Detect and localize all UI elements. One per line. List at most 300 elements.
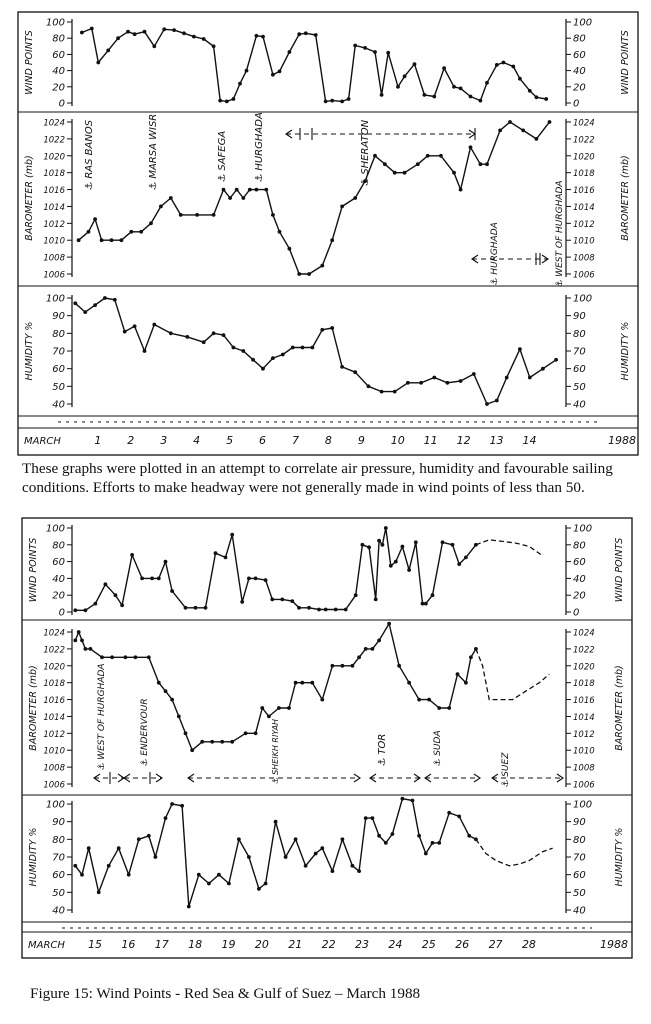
y-tick-label-left: 80 [52, 33, 65, 45]
data-point [214, 551, 218, 555]
data-point [150, 577, 154, 581]
data-point [401, 545, 405, 549]
data-point [446, 381, 450, 385]
data-point [147, 655, 151, 659]
x-tick-label: 2 [127, 434, 135, 447]
data-point [330, 238, 334, 242]
data-point [424, 852, 428, 856]
data-point [347, 97, 351, 101]
data-point [202, 37, 206, 41]
y-tick-label-right: 1014 [573, 202, 595, 213]
data-point [235, 188, 239, 192]
data-point [297, 272, 301, 276]
data-point [361, 543, 365, 547]
data-point [124, 655, 128, 659]
annotation-label: ⚓ ENDERVOUR [140, 698, 150, 766]
y-tick-label-left: 40 [52, 573, 65, 585]
data-point [431, 841, 435, 845]
data-point [113, 298, 117, 302]
data-point [281, 353, 285, 357]
data-point [200, 740, 204, 744]
data-point [172, 28, 176, 32]
data-point [383, 162, 387, 166]
x-tick-label: 22 [321, 938, 336, 951]
data-point [288, 247, 292, 251]
data-point [187, 905, 191, 909]
data-point [83, 310, 87, 314]
data-point [330, 99, 334, 103]
data-point [300, 681, 304, 685]
data-point [304, 31, 308, 35]
data-point [441, 540, 445, 544]
data-point [278, 70, 282, 74]
data-point [528, 89, 532, 93]
data-point [240, 600, 244, 604]
data-point [324, 608, 328, 612]
data-point [297, 606, 301, 610]
data-point [403, 171, 407, 175]
data-point [197, 873, 201, 877]
x-axis-title: MARCH [24, 436, 61, 447]
y-tick-label-left: 40 [52, 399, 65, 411]
y-tick-label-left: 80 [52, 328, 65, 340]
data-point [274, 820, 278, 824]
data-point [314, 852, 318, 856]
x-tick-label: 18 [188, 938, 203, 951]
data-point [93, 217, 97, 221]
data-point [447, 811, 451, 815]
x-tick-label: 20 [254, 938, 269, 951]
data-point [218, 99, 222, 103]
data-point [464, 681, 468, 685]
data-point [164, 816, 168, 820]
data-point [413, 62, 417, 66]
data-point [380, 390, 384, 394]
data-point [307, 272, 311, 276]
y-tick-label-left: 50 [52, 887, 65, 899]
x-tick-label: 26 [455, 938, 470, 951]
data-point [467, 834, 471, 838]
y-tick-label-left: 1012 [43, 729, 65, 740]
data-point [207, 882, 211, 886]
series-line-wind [75, 528, 476, 610]
data-point [416, 162, 420, 166]
data-point [264, 188, 268, 192]
x-tick-label: 28 [521, 938, 536, 951]
data-point [94, 602, 98, 606]
y-tick-label-right: 80 [573, 328, 586, 340]
data-point [340, 100, 344, 104]
data-point [485, 81, 489, 85]
data-point [284, 855, 288, 859]
y-tick-label-left: 60 [52, 557, 65, 569]
x-tick-label: 15 [88, 938, 103, 951]
data-point [238, 82, 242, 86]
data-point [133, 32, 137, 36]
data-point [96, 61, 100, 65]
panel-wind [24, 18, 631, 110]
x-tick-label: 1 [94, 434, 102, 447]
data-point [222, 188, 226, 192]
data-point [169, 196, 173, 200]
x-tick-label: 5 [226, 434, 234, 447]
y-tick-label-left: 1018 [43, 679, 65, 690]
top-chart [18, 12, 638, 455]
x-tick-label: 17 [154, 938, 169, 951]
data-point [247, 855, 251, 859]
data-point [87, 846, 91, 850]
y-tick-label-right: 20 [573, 82, 586, 94]
data-point [393, 390, 397, 394]
data-point [182, 31, 186, 35]
data-point [73, 639, 77, 643]
data-point [152, 323, 156, 327]
y-tick-label-left: 1018 [43, 169, 65, 180]
data-point [432, 95, 436, 99]
data-point [479, 162, 483, 166]
y-tick-label-left: 20 [52, 590, 65, 602]
annotation-label: ⚓ WEST OF HURGHADA [555, 180, 565, 287]
data-point [261, 367, 265, 371]
data-point [528, 376, 532, 380]
data-point [456, 672, 460, 676]
data-point [149, 221, 153, 225]
annotation-label: ⚓ MARSA WISR [148, 113, 159, 190]
x-tick-label: 16 [121, 938, 136, 951]
y-tick-label-right: 40 [573, 573, 586, 585]
data-point [210, 740, 214, 744]
data-point [469, 145, 473, 149]
data-point [511, 65, 515, 69]
data-point [353, 44, 357, 48]
data-point [162, 27, 166, 31]
annotation-label: ⚓ HURGHADA [490, 222, 500, 285]
data-point [541, 367, 545, 371]
data-point [77, 238, 81, 242]
data-point [437, 706, 441, 710]
annotation-label: ⚓ TOR [377, 733, 388, 766]
y-tick-label-left: 0 [58, 98, 65, 110]
y-tick-label-right: 20 [573, 590, 586, 602]
data-point [406, 381, 410, 385]
data-point [254, 731, 258, 735]
data-point [386, 51, 390, 55]
data-point [451, 543, 455, 547]
data-point [271, 356, 275, 360]
data-point [230, 533, 234, 537]
y-axis-title-right: HUMIDITY % [614, 827, 625, 887]
x-tick-label: 21 [288, 938, 303, 951]
y-tick-label-right: 0 [573, 98, 580, 110]
data-point [277, 706, 281, 710]
y-tick-label-right: 1022 [573, 135, 595, 146]
data-point [384, 841, 388, 845]
data-point [190, 748, 194, 752]
annotation-label: ⚓ SAFEGA [217, 130, 228, 182]
data-point [192, 35, 196, 39]
data-point [103, 296, 107, 300]
data-point [140, 577, 144, 581]
y-tick-label-right: 100 [573, 17, 593, 29]
data-point [314, 33, 318, 37]
data-point [459, 87, 463, 91]
data-point [154, 855, 158, 859]
data-point [89, 647, 93, 651]
y-tick-label-left: 1006 [43, 270, 65, 281]
y-tick-label-right: 1018 [573, 169, 595, 180]
data-point [320, 698, 324, 702]
annotation-label: ⚓ SUDA [433, 730, 443, 766]
y-tick-label-right: 1018 [573, 679, 595, 690]
data-point [212, 213, 216, 217]
x-tick-label: 11 [423, 434, 438, 447]
y-tick-label-right: 60 [573, 557, 586, 569]
y-axis-title-left: HUMIDITY % [28, 827, 39, 887]
data-point [423, 93, 427, 97]
data-point [307, 606, 311, 610]
data-point [357, 869, 361, 873]
data-point [354, 593, 358, 597]
data-point [80, 873, 84, 877]
data-point [377, 639, 381, 643]
y-tick-label-left: 100 [45, 17, 65, 29]
y-tick-label-left: 60 [52, 870, 65, 882]
x-tick-label: 19 [221, 938, 236, 951]
data-point [170, 698, 174, 702]
data-point [278, 230, 282, 234]
data-point [170, 802, 174, 806]
y-axis-title-right: WIND POINTS [620, 30, 631, 95]
y-tick-label-right: 1006 [573, 780, 595, 791]
figure-caption: Figure 15: Wind Points - Red Sea & Gulf of Suez – March 1988 [30, 985, 421, 1002]
x-tick-label: 6 [259, 434, 267, 447]
data-point [311, 346, 315, 350]
series-line-wind [82, 29, 546, 102]
data-point [417, 698, 421, 702]
y-tick-label-left: 90 [52, 311, 65, 323]
data-point [73, 608, 77, 612]
year-label: 1988 [600, 938, 628, 951]
y-tick-label-right: 1020 [573, 152, 595, 163]
data-point [291, 346, 295, 350]
data-point [340, 205, 344, 209]
data-point [367, 545, 371, 549]
data-point [254, 577, 258, 581]
year-label: 1988 [608, 434, 636, 447]
data-point [251, 358, 255, 362]
y-tick-label-right: 1008 [573, 763, 595, 774]
panel-wind [28, 524, 625, 619]
y-tick-label-left: 1016 [43, 696, 65, 707]
data-point [93, 303, 97, 307]
data-point [407, 681, 411, 685]
y-tick-label-left: 100 [45, 293, 65, 305]
y-tick-label-right: 70 [573, 346, 586, 358]
data-point [432, 376, 436, 380]
x-tick-label: 25 [421, 938, 436, 951]
data-point [232, 346, 236, 350]
data-point [129, 230, 133, 234]
y-tick-label-left: 60 [52, 49, 65, 61]
data-point [143, 30, 147, 34]
data-point [84, 608, 88, 612]
y-tick-label-left: 1006 [43, 780, 65, 791]
data-point [270, 598, 274, 602]
data-point [498, 129, 502, 133]
data-point [364, 647, 368, 651]
data-point [411, 799, 415, 803]
data-point [222, 333, 226, 337]
data-point [123, 330, 127, 334]
bottom-chart [22, 518, 632, 958]
data-point [442, 66, 446, 70]
data-point [127, 873, 131, 877]
data-point [397, 664, 401, 668]
data-point [116, 36, 120, 40]
series-line-humidity [75, 799, 476, 907]
data-point [351, 864, 355, 868]
data-point [502, 61, 506, 65]
data-point [459, 188, 463, 192]
y-tick-label-right: 1022 [573, 645, 595, 656]
data-point [464, 556, 468, 560]
y-tick-label-right: 70 [573, 852, 586, 864]
y-tick-label-right: 1014 [573, 712, 595, 723]
y-tick-label-right: 60 [573, 364, 586, 376]
data-point [401, 797, 405, 801]
y-tick-label-right: 40 [573, 905, 586, 917]
data-point [264, 578, 268, 582]
data-point [241, 196, 245, 200]
data-point [212, 331, 216, 335]
data-point [331, 869, 335, 873]
y-axis-title-left: BAROMETER (mb) [24, 155, 35, 241]
data-point [194, 606, 198, 610]
data-point [87, 230, 91, 234]
y-tick-label-left: 1008 [43, 253, 65, 264]
data-point [267, 715, 271, 719]
data-point [217, 873, 221, 877]
annotation-label: ⚓ SUEZ [501, 752, 511, 787]
data-point [457, 815, 461, 819]
data-point [457, 562, 461, 566]
annotation-label: ⚓ RAS BANOS [84, 119, 95, 190]
data-point [126, 30, 130, 34]
data-point [391, 832, 395, 836]
y-tick-label-right: 1012 [573, 729, 595, 740]
data-point [147, 834, 151, 838]
data-point [117, 846, 121, 850]
data-point [130, 553, 134, 557]
y-axis-title-left: WIND POINTS [24, 30, 35, 95]
data-point [320, 264, 324, 268]
data-point [367, 384, 371, 388]
y-tick-label-left: 1022 [43, 135, 65, 146]
y-tick-label-left: 1010 [43, 746, 65, 757]
data-point [212, 44, 216, 48]
y-tick-label-right: 40 [573, 399, 586, 411]
data-point [393, 171, 397, 175]
data-point [414, 540, 418, 544]
data-point [271, 213, 275, 217]
y-tick-label-right: 60 [573, 49, 586, 61]
data-point [80, 31, 84, 35]
data-point [377, 834, 381, 838]
data-point [518, 347, 522, 351]
x-tick-label: 13 [489, 434, 504, 447]
data-point [90, 27, 94, 31]
y-tick-label-left: 1008 [43, 763, 65, 774]
data-point [394, 560, 398, 564]
data-point [535, 137, 539, 141]
series-dashed-barometer [476, 649, 549, 700]
y-axis-title-right: BAROMETER (mb) [620, 155, 631, 241]
data-point [431, 593, 435, 597]
data-point [137, 837, 141, 841]
data-point [290, 599, 294, 603]
x-tick-label: 7 [291, 434, 299, 447]
data-point [371, 816, 375, 820]
y-tick-label-right: 1020 [573, 662, 595, 673]
data-point [508, 120, 512, 124]
data-point [472, 372, 476, 376]
data-point [373, 50, 377, 54]
data-point [294, 681, 298, 685]
data-point [341, 664, 345, 668]
data-point [110, 238, 114, 242]
panel-humidity [24, 294, 631, 411]
data-point [73, 864, 77, 868]
data-point [143, 349, 147, 353]
data-point [554, 358, 558, 362]
data-point [479, 99, 483, 103]
y-tick-label-left: 1024 [43, 628, 65, 639]
data-point [164, 689, 168, 693]
data-point [310, 681, 314, 685]
data-point [180, 804, 184, 808]
data-point [389, 564, 393, 568]
y-axis-title-right: WIND POINTS [614, 537, 625, 603]
chart-frame [18, 12, 638, 455]
data-point [133, 324, 137, 328]
chart-frame [22, 518, 632, 958]
y-tick-label-left: 40 [52, 905, 65, 917]
data-point [495, 63, 499, 67]
data-point [287, 706, 291, 710]
data-point [371, 647, 375, 651]
series-dashed-wind [476, 540, 543, 556]
data-point [164, 560, 168, 564]
data-point [114, 593, 118, 597]
y-tick-label-left: 60 [52, 364, 65, 376]
data-point [247, 577, 251, 581]
data-point [204, 606, 208, 610]
data-point [341, 837, 345, 841]
y-tick-label-left: 1020 [43, 152, 65, 163]
data-point [380, 93, 384, 97]
data-point [301, 346, 305, 350]
data-point [518, 77, 522, 81]
y-tick-label-right: 1010 [573, 746, 595, 757]
y-tick-label-left: 40 [52, 66, 65, 78]
data-point [227, 882, 231, 886]
data-point [495, 399, 499, 403]
data-point [170, 589, 174, 593]
y-tick-label-right: 60 [573, 870, 586, 882]
data-point [179, 213, 183, 217]
data-point [485, 402, 489, 406]
y-tick-label-right: 40 [573, 66, 586, 78]
